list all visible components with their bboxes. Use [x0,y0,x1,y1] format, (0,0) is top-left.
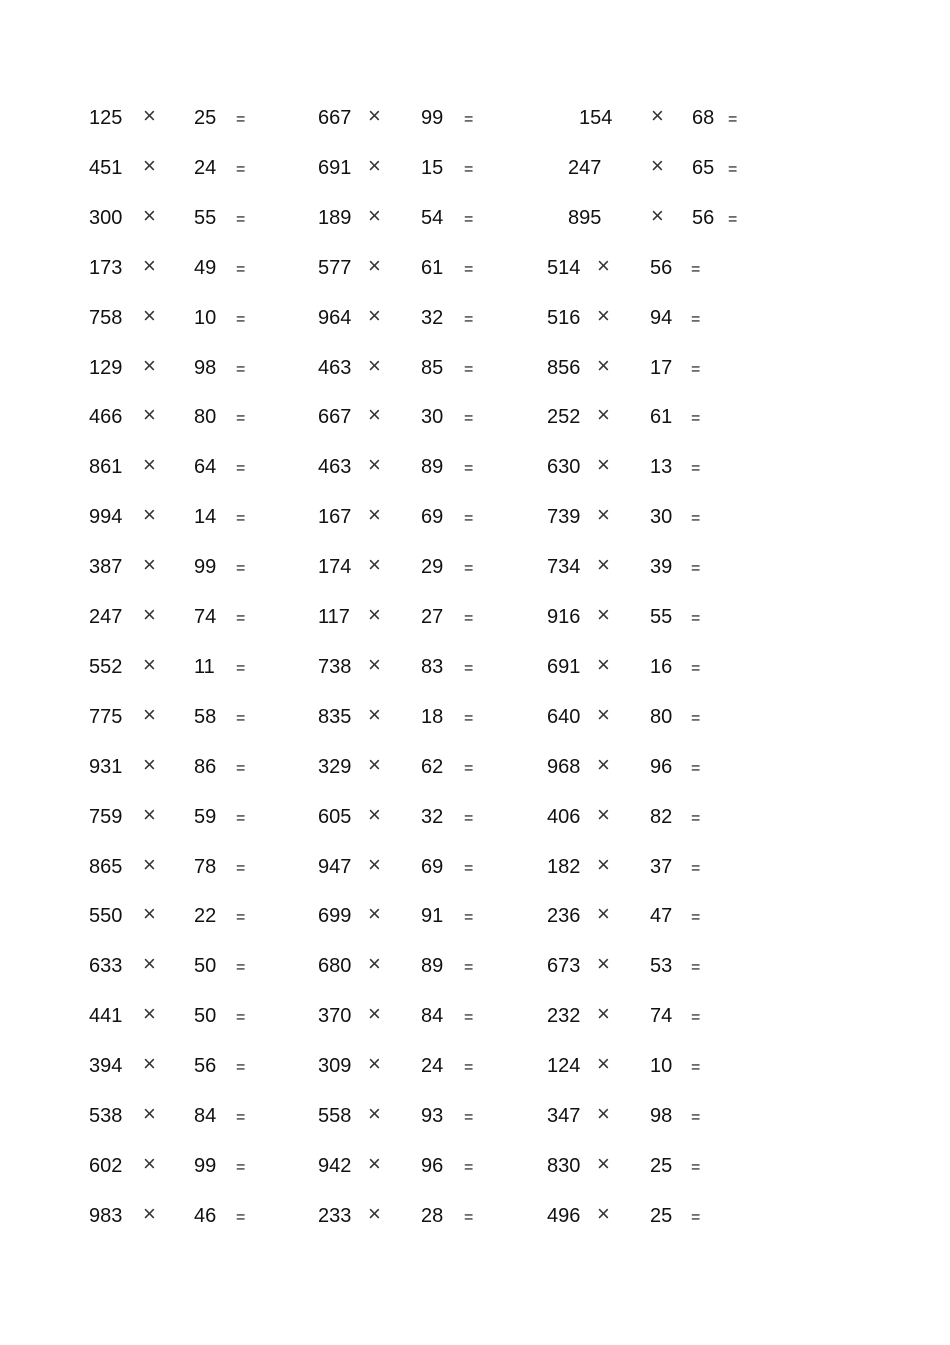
equals-sign: = [728,111,738,128]
multiplicand: 552 [89,656,123,678]
equals-sign: = [691,710,701,727]
times-sign: × [651,153,664,178]
times-sign: × [368,1201,381,1226]
equals-sign: = [691,610,701,627]
equals-sign: = [464,909,474,926]
equals-sign: = [464,610,474,627]
multiplicand: 691 [547,656,581,678]
multiplier: 89 [421,955,444,977]
multiplicand: 189 [318,207,352,229]
multiplicand: 387 [89,556,123,578]
multiplier: 10 [650,1055,673,1077]
times-sign: × [597,353,610,378]
multiplier: 25 [194,107,217,129]
equals-sign: = [464,261,474,278]
equals-sign: = [236,261,246,278]
multiplier: 61 [421,257,444,279]
multiplicand: 233 [318,1205,352,1227]
equals-sign: = [236,111,246,128]
multiplier: 68 [692,107,715,129]
times-sign: × [597,303,610,328]
equals-sign: = [464,1009,474,1026]
multiplicand: 451 [89,157,123,179]
times-sign: × [143,852,156,877]
equals-sign: = [691,1159,701,1176]
multiplicand: 964 [318,307,352,329]
multiplicand: 861 [89,456,123,478]
multiplier: 54 [421,207,444,229]
times-sign: × [143,402,156,427]
equals-sign: = [236,909,246,926]
times-sign: × [143,702,156,727]
equals-sign: = [236,311,246,328]
multiplier: 80 [650,706,673,728]
multiplicand: 673 [547,955,581,977]
multiplicand: 734 [547,556,581,578]
equals-sign: = [236,1159,246,1176]
multiplicand: 550 [89,905,123,927]
multiplicand: 124 [547,1055,581,1077]
multiplicand: 406 [547,806,581,828]
times-sign: × [368,652,381,677]
multiplicand: 182 [547,856,581,878]
multiplier: 10 [194,307,217,329]
equals-sign: = [691,510,701,527]
times-sign: × [368,303,381,328]
multiplier: 14 [194,506,217,528]
multiplicand: 667 [318,406,352,428]
multiplier: 62 [421,756,444,778]
multiplier: 25 [650,1205,673,1227]
multiplier: 64 [194,456,217,478]
multiplier: 94 [650,307,673,329]
times-sign: × [368,1051,381,1076]
times-sign: × [651,103,664,128]
equals-sign: = [236,1009,246,1026]
multiplier: 28 [421,1205,444,1227]
multiplicand: 947 [318,856,352,878]
times-sign: × [143,153,156,178]
times-sign: × [368,353,381,378]
multiplier: 89 [421,456,444,478]
multiplicand: 739 [547,506,581,528]
multiplicand: 463 [318,456,352,478]
equals-sign: = [236,510,246,527]
multiplicand: 538 [89,1105,123,1127]
times-sign: × [143,901,156,926]
multiplicand: 895 [568,207,602,229]
multiplicand: 667 [318,107,352,129]
multiplicand: 441 [89,1005,123,1027]
times-sign: × [651,203,664,228]
multiplier: 56 [692,207,715,229]
times-sign: × [597,452,610,477]
times-sign: × [368,702,381,727]
multiplier: 22 [194,905,217,927]
times-sign: × [597,1151,610,1176]
multiplicand: 994 [89,506,123,528]
times-sign: × [143,253,156,278]
multiplier: 49 [194,257,217,279]
multiplicand: 252 [547,406,581,428]
times-sign: × [597,502,610,527]
equals-sign: = [464,860,474,877]
equals-sign: = [464,710,474,727]
equals-sign: = [236,660,246,677]
multiplier: 91 [421,905,444,927]
equals-sign: = [236,959,246,976]
times-sign: × [368,552,381,577]
times-sign: × [143,652,156,677]
multiplier: 74 [194,606,217,628]
multiplier: 50 [194,1005,217,1027]
times-sign: × [597,901,610,926]
multiplicand: 117 [318,606,350,628]
equals-sign: = [691,909,701,926]
equals-sign: = [464,1109,474,1126]
multiplier: 69 [421,506,444,528]
times-sign: × [143,452,156,477]
multiplier: 30 [421,406,444,428]
multiplicand: 916 [547,606,581,628]
equals-sign: = [464,311,474,328]
multiplier: 58 [194,706,217,728]
equals-sign: = [691,760,701,777]
times-sign: × [143,802,156,827]
multiplicand: 758 [89,307,123,329]
times-sign: × [143,303,156,328]
multiplicand: 630 [547,456,581,478]
multiplicand: 775 [89,706,123,728]
multiplicand: 309 [318,1055,352,1077]
times-sign: × [368,402,381,427]
multiplier: 56 [194,1055,217,1077]
times-sign: × [143,1001,156,1026]
times-sign: × [368,253,381,278]
multiplier: 55 [194,207,217,229]
multiplier: 27 [421,606,444,628]
times-sign: × [368,951,381,976]
multiplier: 25 [650,1155,673,1177]
multiplicand: 466 [89,406,123,428]
times-sign: × [368,203,381,228]
multiplicand: 699 [318,905,352,927]
multiplicand: 173 [89,257,123,279]
equals-sign: = [236,460,246,477]
multiplier: 82 [650,806,673,828]
multiplicand: 329 [318,756,352,778]
times-sign: × [368,901,381,926]
multiplier: 83 [421,656,444,678]
times-sign: × [597,702,610,727]
multiplier: 86 [194,756,217,778]
multiplicand: 514 [547,257,581,279]
times-sign: × [597,752,610,777]
multiplier: 55 [650,606,673,628]
multiplicand: 633 [89,955,123,977]
multiplier: 99 [421,107,444,129]
multiplicand: 154 [579,107,613,129]
equals-sign: = [464,1159,474,1176]
times-sign: × [597,1051,610,1076]
multiplier: 24 [421,1055,444,1077]
equals-sign: = [691,361,701,378]
multiplicand: 247 [89,606,123,628]
times-sign: × [597,1101,610,1126]
equals-sign: = [691,460,701,477]
multiplier: 39 [650,556,673,578]
equals-sign: = [691,1109,701,1126]
multiplicand: 300 [89,207,123,229]
equals-sign: = [236,361,246,378]
times-sign: × [597,852,610,877]
equals-sign: = [691,1209,701,1226]
times-sign: × [368,153,381,178]
multiplier: 74 [650,1005,673,1027]
equals-sign: = [691,660,701,677]
multiplier: 85 [421,357,444,379]
multiplicand: 577 [318,257,352,279]
times-sign: × [368,1001,381,1026]
multiplier: 84 [421,1005,444,1027]
times-sign: × [143,353,156,378]
multiplier: 80 [194,406,217,428]
equals-sign: = [236,1209,246,1226]
equals-sign: = [464,810,474,827]
multiplicand: 496 [547,1205,581,1227]
times-sign: × [597,552,610,577]
multiplier: 53 [650,955,673,977]
equals-sign: = [728,211,738,228]
multiplicand: 347 [547,1105,581,1127]
equals-sign: = [236,410,246,427]
multiplier: 17 [650,357,673,379]
equals-sign: = [464,460,474,477]
multiplier: 30 [650,506,673,528]
multiplicand: 968 [547,756,581,778]
multiplicand: 463 [318,357,352,379]
multiplicand: 691 [318,157,352,179]
equals-sign: = [691,1059,701,1076]
multiplicand: 605 [318,806,352,828]
times-sign: × [143,1101,156,1126]
multiplier: 99 [194,556,217,578]
equals-sign: = [464,361,474,378]
multiplier: 99 [194,1155,217,1177]
equals-sign: = [464,660,474,677]
times-sign: × [597,951,610,976]
times-sign: × [143,203,156,228]
multiplicand: 830 [547,1155,581,1177]
times-sign: × [143,951,156,976]
multiplier: 69 [421,856,444,878]
equals-sign: = [728,161,738,178]
times-sign: × [368,452,381,477]
times-sign: × [597,802,610,827]
times-sign: × [368,1151,381,1176]
equals-sign: = [691,860,701,877]
equals-sign: = [236,161,246,178]
equals-sign: = [236,860,246,877]
multiplicand: 236 [547,905,581,927]
times-sign: × [597,402,610,427]
times-sign: × [368,852,381,877]
times-sign: × [368,752,381,777]
multiplier: 29 [421,556,444,578]
multiplier: 98 [650,1105,673,1127]
multiplicand: 680 [318,955,352,977]
multiplicand: 983 [89,1205,123,1227]
multiplier: 13 [650,456,673,478]
times-sign: × [597,1001,610,1026]
multiplier: 47 [650,905,673,927]
equals-sign: = [691,410,701,427]
multiplicand: 558 [318,1105,352,1127]
multiplicand: 931 [89,756,123,778]
times-sign: × [597,253,610,278]
times-sign: × [143,602,156,627]
equals-sign: = [691,311,701,328]
multiplicand: 125 [89,107,123,129]
times-sign: × [597,652,610,677]
equals-sign: = [691,959,701,976]
multiplier: 98 [194,357,217,379]
times-sign: × [143,1201,156,1226]
multiplier: 96 [421,1155,444,1177]
times-sign: × [143,103,156,128]
times-sign: × [143,1051,156,1076]
multiplier: 96 [650,756,673,778]
equals-sign: = [464,760,474,777]
equals-sign: = [236,1059,246,1076]
times-sign: × [597,1201,610,1226]
times-sign: × [368,602,381,627]
equals-sign: = [464,959,474,976]
multiplicand: 602 [89,1155,123,1177]
multiplier: 59 [194,806,217,828]
multiplier: 37 [650,856,673,878]
times-sign: × [143,752,156,777]
multiplier: 61 [650,406,673,428]
equals-sign: = [236,710,246,727]
multiplier: 56 [650,257,673,279]
times-sign: × [368,502,381,527]
equals-sign: = [464,510,474,527]
equals-sign: = [691,560,701,577]
multiplicand: 942 [318,1155,352,1177]
multiplicand: 129 [89,357,123,379]
times-sign: × [368,103,381,128]
equals-sign: = [464,161,474,178]
times-sign: × [143,552,156,577]
times-sign: × [597,602,610,627]
multiplicand: 865 [89,856,123,878]
multiplicand: 370 [318,1005,352,1027]
multiplier: 15 [421,157,444,179]
multiplier: 18 [421,706,444,728]
multiplicand: 856 [547,357,581,379]
multiplicand: 640 [547,706,581,728]
multiplier: 16 [650,656,673,678]
equals-sign: = [236,760,246,777]
multiplier: 24 [194,157,217,179]
equals-sign: = [464,560,474,577]
multiplicand: 738 [318,656,352,678]
equals-sign: = [464,1209,474,1226]
equals-sign: = [236,560,246,577]
equals-sign: = [464,111,474,128]
equals-sign: = [236,810,246,827]
multiplier: 93 [421,1105,444,1127]
multiplicand: 516 [547,307,581,329]
multiplier: 46 [194,1205,217,1227]
times-sign: × [368,802,381,827]
times-sign: × [143,1151,156,1176]
equals-sign: = [464,1059,474,1076]
multiplier: 32 [421,307,444,329]
multiplier: 32 [421,806,444,828]
equals-sign: = [691,261,701,278]
multiplier: 11 [194,656,215,678]
multiplicand: 232 [547,1005,581,1027]
equals-sign: = [236,610,246,627]
equals-sign: = [691,1009,701,1026]
multiplicand: 247 [568,157,602,179]
equals-sign: = [464,410,474,427]
multiplier: 65 [692,157,715,179]
equals-sign: = [464,211,474,228]
multiplier: 84 [194,1105,217,1127]
times-sign: × [368,1101,381,1126]
multiplier: 78 [194,856,217,878]
multiplicand: 167 [318,506,352,528]
multiplier: 50 [194,955,217,977]
equals-sign: = [236,211,246,228]
multiplicand: 759 [89,806,123,828]
multiplicand: 835 [318,706,352,728]
equals-sign: = [691,810,701,827]
multiplicand: 174 [318,556,352,578]
times-sign: × [143,502,156,527]
multiplicand: 394 [89,1055,123,1077]
equals-sign: = [236,1109,246,1126]
